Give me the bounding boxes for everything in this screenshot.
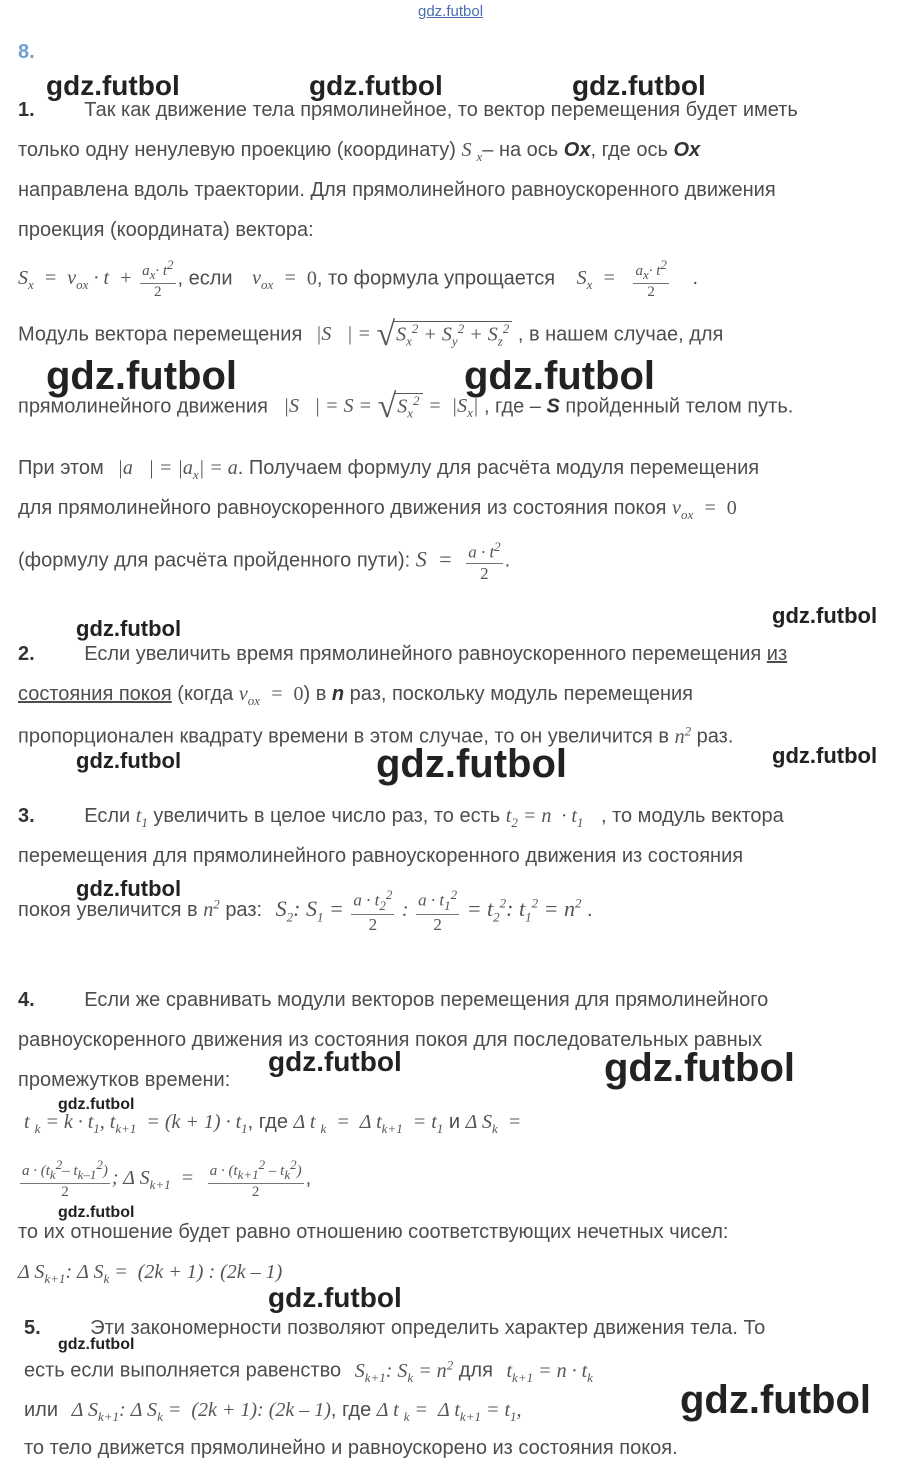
p1-line4: проекция (координата) вектора: <box>18 219 314 241</box>
watermark: gdz.futbol <box>76 876 182 901</box>
p4-line4-formula: t $_k = k \cdot t_1$, $t_{k+1} = (k + 1) \cdot t_1$, где Δ t $_k$ = Δ $t_{k+1} = t_1$ и Δ $S_k$ = <box>24 1111 522 1136</box>
p5-line1: 5. Эти закономерности позволяют определить характер движения тела. То <box>24 1317 766 1339</box>
watermark-top[interactable]: gdz.futbol <box>418 3 484 20</box>
p2-line1: 2. Если увеличить время прямолинейного равноускоренного перемещения из <box>18 643 788 665</box>
p1-line1: 1. Так как движение тела прямолинейное, то вектор перемещения будет иметь <box>18 99 798 121</box>
watermark: gdz.futbol <box>58 1204 135 1221</box>
p3-line3-formula: покоя увеличится в $n^2$ раз: $S_2$: $S_1$ = $\frac{a \cdot t_2^2}{2}$ : $\frac{a \cdot t_1^2}{2}$ = $t_2^2$: $t_1^2 = n^2$ . <box>18 887 593 934</box>
watermark: gdz.futbol <box>772 603 878 628</box>
p1-line10: (формулу для расчёта пройденного пути): S = $\frac{a \cdot t^2}{2}$ . <box>18 539 511 583</box>
p1-line2: только одну ненулевую проекцию (координату) S $_x$– на ось Ox, где ось Ox <box>18 139 701 164</box>
p4-line6: то их отношение будет равно отношению соответствующих нечетных чисел: <box>18 1221 729 1243</box>
p1-line7-formula: прямолинейного движения |S⃗| = $S = √S_x^2 = |S_x|$ , где – S пройденный телом путь. <box>18 388 794 425</box>
watermark: gdz.futbol <box>76 616 182 641</box>
watermark: gdz.futbol <box>604 1046 796 1090</box>
p1-line6-formula: Модуль вектора перемещения |S⃗| = $√S_x^2 + S_y^2 + S_z^2$ , в нашем случае, для <box>18 316 724 353</box>
watermark: gdz.futbol <box>46 70 180 101</box>
p2-line2: состояния покоя (когда $v_{ox} = 0$) в n раз, поскольку модуль перемещения <box>18 683 693 708</box>
watermark: gdz.futbol <box>376 742 568 786</box>
p3-line1: 3. Если $t_1$ увеличить в целое число раз, то есть $t_2 = n \cdot t_1$ , то модуль вектора <box>18 805 784 830</box>
p5-line3: или Δ $S_{k+1}$: Δ $S_k = (2k + 1)$: (2k – 1), где Δ t $_k$ = Δ $t_{k+1} = t_1$, <box>24 1399 522 1424</box>
task-number: 8. <box>18 41 35 63</box>
watermark: gdz.futbol <box>309 70 443 101</box>
watermark: gdz.futbol <box>680 1378 872 1422</box>
p5-line4: то тело движется прямолинейно и равноускорено из состояния покоя. <box>24 1437 678 1459</box>
watermark: gdz.futbol <box>46 354 238 398</box>
watermark: gdz.futbol <box>58 1336 135 1353</box>
watermark: gdz.futbol <box>268 1046 402 1077</box>
p4-line7-formula: Δ $S_{k+1}$: Δ $S_k = (2k + 1)$ : (2k – 1) <box>18 1261 283 1286</box>
watermark: gdz.futbol <box>772 743 878 768</box>
p4-line2: равноускоренного движения из состояния покоя для последовательных равных <box>18 1029 763 1051</box>
p1-line9: для прямолинейного равноускоренного движения из состояния покоя $v_{ox} = 0$ <box>18 497 737 522</box>
watermark: gdz.futbol <box>268 1282 402 1313</box>
p4-line1: 4. Если же сравнивать модули векторов перемещения для прямолинейного <box>18 989 769 1011</box>
p1-line5-formula: $S_x = v_{ox} \cdot t$ + $\frac{a_x\cdot t^2}{2}$ , если $v_{ox} = 0$, то формула упрощается $S_x$ = $\frac{a_x\cdot t^2}{2}$ . <box>18 257 699 300</box>
p4-line5-formula: $\frac{a \cdot (t_k^2- t_{k-1}^2)}{2}$ ; Δ $S_{k+1}$ = $\frac{a \cdot (t_{k+1}^2 - t_k^2)}{2}$ , <box>22 1157 312 1200</box>
p2-line3: пропорционален квадрату времени в этом случае, то он увеличится в $n^2$ раз. <box>18 723 734 748</box>
watermark: gdz.futbol <box>572 70 706 101</box>
watermark: gdz.futbol <box>464 354 656 398</box>
p1-line8: При этом |a⃗| = $|a_x| = a$. Получаем формулу для расчёта модуля перемещения <box>18 457 760 482</box>
watermark: gdz.futbol <box>58 1096 135 1113</box>
p3-line2: перемещения для прямолинейного равноускоренного движения из состояния <box>18 845 744 867</box>
watermark: gdz.futbol <box>76 748 182 773</box>
p5-line2: есть если выполняется равенство $S_{k+1}$: $S_k = n^2$ для $t_{k+1} = n \cdot t_k$ <box>24 1357 593 1385</box>
p1-line3: направлена вдоль траектории. Для прямолинейного равноускоренного движения <box>18 179 776 201</box>
p4-line3: промежутков времени: <box>18 1069 231 1091</box>
